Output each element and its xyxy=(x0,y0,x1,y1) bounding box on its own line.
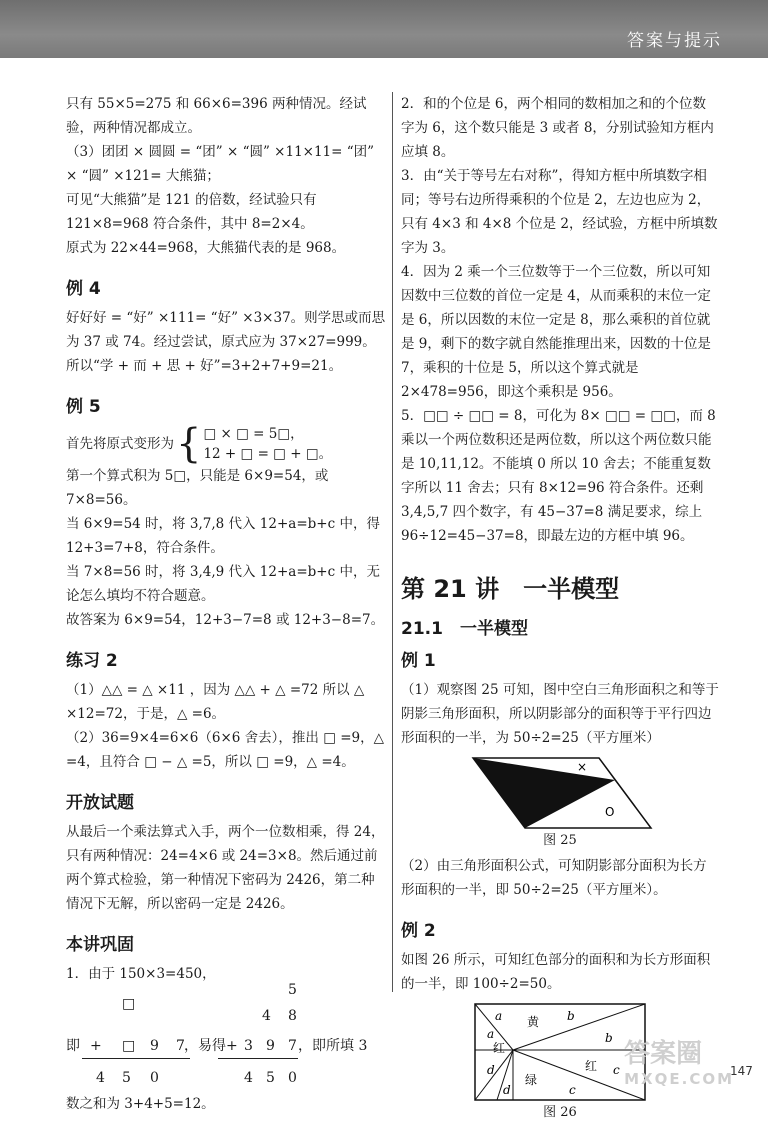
header-title: 答案与提示 xyxy=(627,31,722,51)
paragraph: 当 7×8=56 时，将 3,4,9 代入 12+a=b+c 中，无论怎么填均不符合题意。 xyxy=(66,564,380,604)
consolidation-heading: 本讲巩固 xyxy=(66,935,134,955)
label-c: c xyxy=(569,1083,576,1097)
plus-sign: + xyxy=(90,1038,102,1054)
label-red: 红 xyxy=(585,1059,598,1073)
watermark xyxy=(624,1033,734,1088)
figure-26-rectangle xyxy=(473,1002,647,1102)
label-green: 绿 xyxy=(525,1073,538,1087)
figure-26-caption: 图 26 xyxy=(543,1105,577,1120)
paragraph: 第一个算式积为 5□，只能是 6×9=54，或 7×8=56。 xyxy=(66,468,329,508)
page-number: 147 xyxy=(730,1064,753,1078)
label-d: d xyxy=(503,1083,511,1097)
equation-system xyxy=(66,421,388,467)
paragraph: 2．和的个位是 6，两个相同的数相加之和的个位数字为 6，这个数只能是 3 或者 8，分别试验知方框内应填 8。 xyxy=(401,96,714,160)
open-problem-heading: 开放试题 xyxy=(66,793,134,813)
equation: □ × □ = 5□， xyxy=(203,426,304,442)
label-red: 红 xyxy=(493,1041,506,1055)
label-a: a xyxy=(487,1027,495,1041)
watermark-url: MXQE.COM xyxy=(624,1070,734,1088)
digit: □ xyxy=(122,996,136,1012)
label-yellow: 黄 xyxy=(527,1015,540,1029)
calc-label: ，易得 xyxy=(184,1038,226,1054)
equation-lines xyxy=(203,424,332,464)
paragraph: 当 6×9=54 时，将 3,7,8 代入 12+a=b+c 中，得 12+3=7+8，符合条件。 xyxy=(66,516,380,556)
lecture-title: 第 21 讲 一半模型 xyxy=(401,575,620,603)
digit: 9 xyxy=(150,1038,159,1054)
practice-2-heading: 练习 2 xyxy=(66,651,118,671)
example-5-heading: 例 5 xyxy=(66,397,101,417)
digit: 4 xyxy=(262,1008,271,1024)
example-1-heading: 例 1 xyxy=(401,651,436,671)
label-o: O xyxy=(605,805,615,819)
page-header xyxy=(0,0,768,58)
paragraph: （1）△△ = △ ×11 ，因为 △△ + △ =72 所以 △ ×12=72，于是，△ =6。 xyxy=(66,682,365,722)
digit: 7 xyxy=(176,1038,185,1054)
label-b: b xyxy=(605,1031,613,1045)
paragraph: 首先将原式变形为 xyxy=(66,436,174,452)
sum-line xyxy=(218,1058,298,1059)
paragraph: 4．因为 2 乘一个三位数等于一个三位数，所以可知因数中三位数的首位一定是 4，从而乘积的末位一定是 6，所以因数的末位一定是 8，那么乘积的首位就是 9，剩下的数字就自然能推理出来，因数的十位是 7，乘积的十位是 5，所以这个算式就是 2×478=956，即这个乘积是 956。 xyxy=(401,264,711,400)
section-title: 21.1 一半模型 xyxy=(401,619,528,639)
paragraph: 如图 26 所示，可知红色部分的面积和为长方形面积的一半，即 100÷2=50。 xyxy=(401,952,711,992)
digit: 4 xyxy=(244,1070,253,1086)
digit: □ xyxy=(122,1038,136,1054)
paragraph: 故答案为 6×9=54，12+3−7=8 或 12+3−8=7。 xyxy=(66,612,385,628)
label-b: b xyxy=(567,1009,575,1023)
label-x: × xyxy=(577,760,588,774)
digit: 5 xyxy=(122,1070,131,1086)
digit: 8 xyxy=(288,1008,297,1024)
paragraph: 数之和为 3+4+5=12。 xyxy=(66,1096,215,1112)
label-a: a xyxy=(495,1009,503,1023)
paragraph: 可见“大熊猫”是 121 的倍数，经试验只有 121×8=968 符合条件，其中 8=2×4。 xyxy=(66,192,317,232)
digit: 7 xyxy=(288,1038,297,1054)
digit: 9 xyxy=(266,1038,275,1054)
paragraph: 3．由“关于等号左右对称”，得知方框中所填数字相同；等号右边所得乘积的个位是 2，左边也应为 2，只有 4×3 和 4×8 个位是 2，经试验，方框中所填数字为 3。 xyxy=(401,168,718,256)
left-column xyxy=(66,92,388,1116)
paragraph: （2）由三角形面积公式，可知阴影部分面积为长方形面积的一半，即 50÷2=25（平方厘米）。 xyxy=(401,858,707,898)
example-2-heading: 例 2 xyxy=(401,921,436,941)
paragraph: 从最后一个乘法算式入手，两个一位数相乘，得 24，只有两种情况：24=4×6 或 24=3×8。然后通过前两个算式检验，第一种情况下密码为 2426，第二种情况下无解，所以密码一定是 2426。 xyxy=(66,824,385,912)
paragraph: （3）团团 × 圆圆 = “团” × “圆” ×11×11= “团” × “圆” ×121= 大熊猫； xyxy=(66,144,375,184)
digit: 5 xyxy=(288,982,297,998)
paragraph: 所以“学 + 而 + 思 + 好”=3+2+7+9=21。 xyxy=(66,358,343,374)
paragraph: 5．□□ ÷ □□ = 8，可化为 8× □□ = □□，而 8 乘以一个两位数积还是两位数，所以这个两位数只能是 10,11,12。不能填 0 所以 10 舍去；不能重复数字所以 11 舍去；只有 8×12=96 符合条件。还剩 3,4,5,7 四个数字，有 45−37=8 满足要求，综上 96÷12=45−37=8，即最左边的方框中填 96。 xyxy=(401,408,716,544)
digit: 5 xyxy=(266,1070,275,1086)
sum-line xyxy=(82,1058,190,1059)
paragraph: 1．由于 150×3=450， xyxy=(66,966,216,982)
figure-25-parallelogram xyxy=(465,756,655,830)
paragraph: 只有 55×5=275 和 66×6=396 两种情况。经试验，两种情况都成立。 xyxy=(66,96,367,136)
calc-label: ，即所填 3 xyxy=(298,1038,368,1054)
paragraph: 好好好 = “好” ×111= “好” ×3×37。则学思或而思为 37 或 74。经过尝试，原式应为 37×27=999。 xyxy=(66,310,386,350)
label-c: c xyxy=(613,1063,620,1077)
label-d: d xyxy=(487,1063,495,1077)
digit: 3 xyxy=(244,1038,253,1054)
calc-label: 即 xyxy=(66,1038,80,1054)
digit: 4 xyxy=(96,1070,105,1086)
paragraph: 原式为 22×44=968，大熊猫代表的是 968。 xyxy=(66,240,346,256)
digit: 0 xyxy=(288,1070,297,1086)
brace-symbol: { xyxy=(176,421,202,467)
watermark-text: 答案圈 xyxy=(624,1039,703,1069)
figure-25-caption: 图 25 xyxy=(543,833,577,848)
digit: 0 xyxy=(150,1070,159,1086)
plus-sign: + xyxy=(226,1038,238,1054)
paragraph: （1）观察图 25 可知，图中空白三角形面积之和等于阴影三角形面积，所以阴影部分的面积等于平行四边形面积的一半，为 50÷2=25（平方厘米） xyxy=(401,682,719,746)
example-4-heading: 例 4 xyxy=(66,279,101,299)
column-divider xyxy=(392,92,393,992)
vertical-addition xyxy=(66,982,388,1092)
equation: 12 + □ = □ + □。 xyxy=(203,446,333,462)
paragraph: （2）36=9×4=6×6（6×6 舍去），推出 □ =9，△ =4，且符合 □ − △ =5，所以 □ =9，△ =4。 xyxy=(66,730,385,770)
right-column xyxy=(401,92,719,1122)
